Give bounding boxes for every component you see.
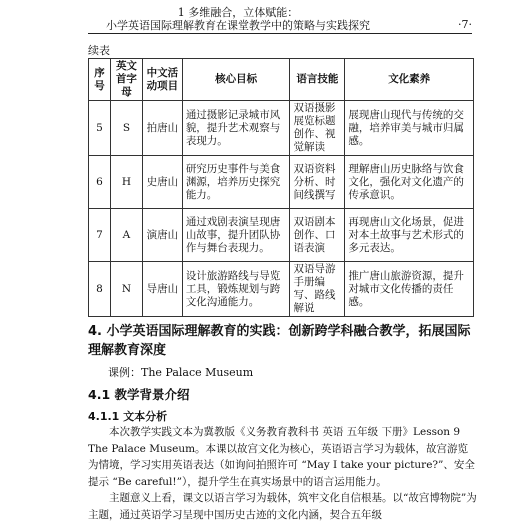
subsection-title: 文本分析 xyxy=(123,410,168,423)
activity-table xyxy=(88,58,474,317)
table-row xyxy=(89,101,474,156)
cell-initial: A xyxy=(110,209,142,262)
cell-goal: 通过戏剧表演呈现唐山故事，提升团队协作与舞台表现力。 xyxy=(182,209,290,262)
body-text xyxy=(88,424,478,523)
cell-activity: 演唐山 xyxy=(142,209,182,262)
subsection-4-1-1-heading xyxy=(88,408,167,424)
page-number: ·7· xyxy=(458,18,472,31)
running-header xyxy=(88,6,388,32)
subsection-number: 4.1.1 xyxy=(88,410,120,423)
cell-skill: 双语摄影展览标题创作、视觉解读 xyxy=(290,101,345,156)
col-header-culture: 文化素养 xyxy=(345,59,474,101)
cell-culture: 理解唐山历史脉络与饮食文化，强化对文化遗产的传承意识。 xyxy=(345,156,474,209)
cell-index: 5 xyxy=(89,101,111,156)
header-rule xyxy=(88,33,472,34)
cell-culture: 推广唐山旅游资源，提升对城市文化传播的责任感。 xyxy=(345,262,474,317)
lesson-title: 课例：The Palace Museum xyxy=(108,366,254,379)
cell-initial: S xyxy=(110,101,142,156)
section-4-heading: 4. 小学英语国际理解教育的实践：创新跨学科融合教学，拓展国际理解教育深度 xyxy=(88,324,471,358)
paragraph: 本次教学实践文本为冀教版《义务教育教科书 英语 五年级 下册》Lesson 9 The Palace Museum。本课以故宫文化为核心，英语语言学习为载体，故宫游览为情境，学习实用英语表达（如询问拍照许可 “May I take your picture?”、安全提示 “Be careful!”），提升学生在真实场景中的语言运用能力。 xyxy=(88,426,475,488)
cell-activity: 拍唐山 xyxy=(142,101,182,156)
cell-skill: 双语导游手册编写、路线解说 xyxy=(290,262,345,317)
table-row xyxy=(89,209,474,262)
header-line-2: 小学英语国际理解教育在课堂教学中的策略与实践探究 xyxy=(106,19,370,32)
cell-skill: 双语资料分析、时间线撰写 xyxy=(290,156,345,209)
cell-initial: H xyxy=(110,156,142,209)
cell-skill: 双语剧本创作、口语表演 xyxy=(290,209,345,262)
cell-activity: 史唐山 xyxy=(142,156,182,209)
col-header-activity: 中文活动项目 xyxy=(142,59,182,101)
cell-goal: 通过摄影记录城市风貌，提升艺术观察与表现力。 xyxy=(182,101,290,156)
cell-culture: 再现唐山文化场景，促进对本土故事与艺术形式的多元表达。 xyxy=(345,209,474,262)
table-row xyxy=(89,156,474,209)
col-header-initial: 英文首字母 xyxy=(110,59,142,101)
cell-initial: N xyxy=(110,262,142,317)
cell-index: 8 xyxy=(89,262,111,317)
table-caption: 续表 xyxy=(88,44,110,57)
cell-goal: 设计旅游路线与导览工具，锻炼规划与跨文化沟通能力。 xyxy=(182,262,290,317)
col-header-index: 序号 xyxy=(89,59,111,101)
cell-goal: 研究历史事件与美食渊源，培养历史探究能力。 xyxy=(182,156,290,209)
table-row xyxy=(89,262,474,317)
col-header-skill: 语言技能 xyxy=(290,59,345,101)
subsection-4-1-heading: 4.1 教学背景介绍 xyxy=(88,387,190,402)
col-header-goal: 核心目标 xyxy=(182,59,290,101)
header-line-1: 1 多维融合，立体赋能： xyxy=(177,6,299,19)
table-header-row xyxy=(89,59,474,101)
cell-activity: 导唐山 xyxy=(142,262,182,317)
cell-culture: 展现唐山现代与传统的交融，培养审美与城市归属感。 xyxy=(345,101,474,156)
paragraph: 主题意义上看，课文以语言学习为载体，筑牢文化自信根基。以“故宫博物院”为主题，通过英语学习呈现中国历史古迹的文化内涵，契合五年级 xyxy=(88,492,477,521)
cell-index: 6 xyxy=(89,156,111,209)
cell-index: 7 xyxy=(89,209,111,262)
